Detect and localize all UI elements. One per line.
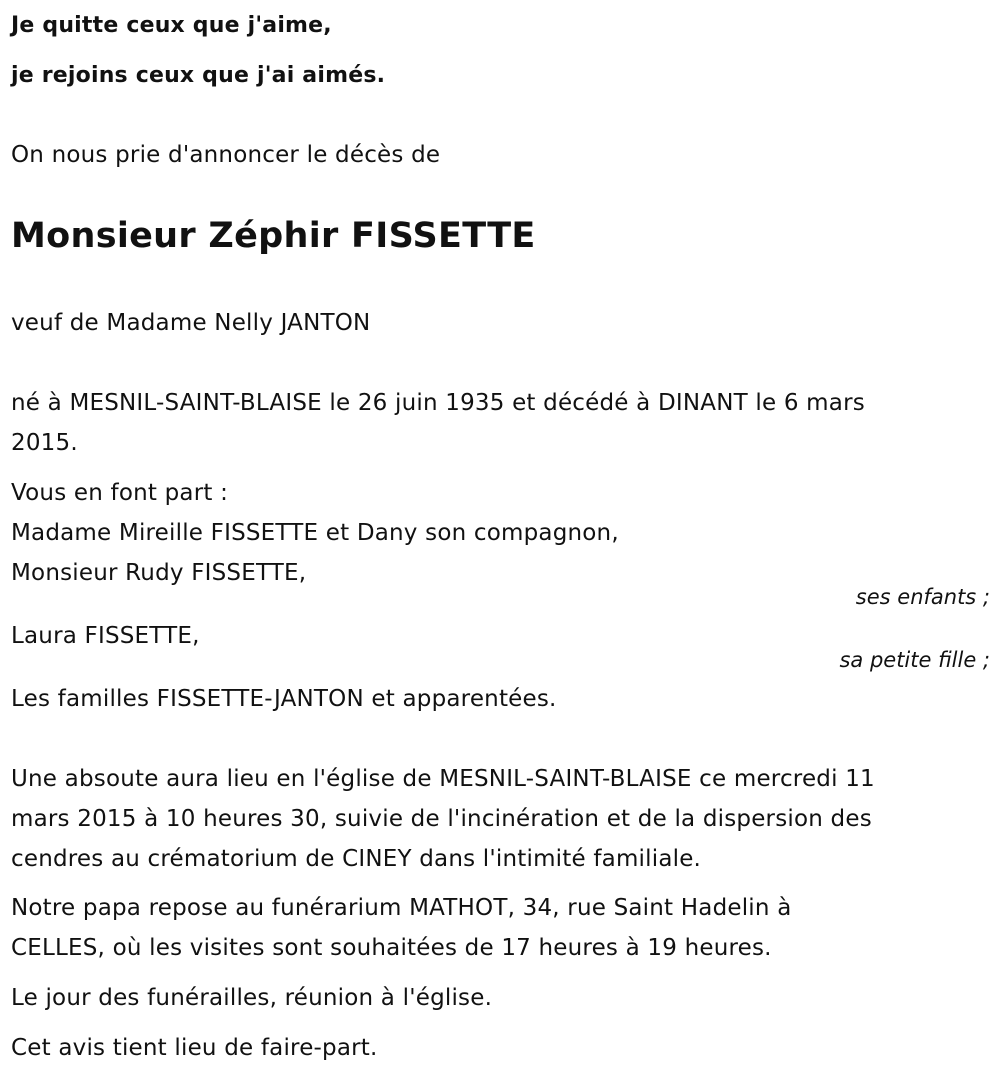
family-heading: Vous en font part : (11, 480, 229, 506)
closing-text: Cet avis tient lieu de faire-part. (11, 1035, 378, 1061)
resting-line-1: Notre papa repose au funérarium MATHOT, 34, rue Saint Hadelin à (11, 895, 792, 921)
children-role: ses enfants ; (855, 585, 990, 609)
ceremony-line-3: cendres au crématorium de CINEY dans l'intimité familiale. (11, 846, 702, 872)
family-child-1: Madame Mireille FISSETTE et Dany son compagnon, (11, 520, 619, 546)
families-text: Les familles FISSETTE-JANTON et apparentées. (11, 686, 557, 712)
ceremony-line-2: mars 2015 à 10 heures 30, suivie de l'incinération et de la dispersion des (11, 806, 872, 832)
widower-of-text: veuf de Madame Nelly JANTON (11, 310, 371, 336)
funeral-day-text: Le jour des funérailles, réunion à l'église. (11, 985, 493, 1011)
epigraph-line-1: Je quitte ceux que j'aime, (11, 13, 332, 38)
birth-death-line-1: né à MESNIL-SAINT-BLAISE le 26 juin 1935 et décédé à DINANT le 6 mars (11, 390, 865, 416)
family-child-2: Monsieur Rudy FISSETTE, (11, 560, 307, 586)
family-grandchild: Laura FISSETTE, (11, 623, 200, 649)
resting-line-2: CELLES, où les visites sont souhaitées de 17 heures à 19 heures. (11, 935, 772, 961)
deceased-name: Monsieur Zéphir FISSETTE (11, 216, 536, 256)
birth-death-line-2: 2015. (11, 430, 78, 456)
epigraph-line-2: je rejoins ceux que j'ai aimés. (11, 63, 386, 88)
intro-text: On nous prie d'annoncer le décès de (11, 142, 441, 168)
grandchild-role: sa petite fille ; (839, 648, 990, 672)
ceremony-line-1: Une absoute aura lieu en l'église de MESNIL-SAINT-BLAISE ce mercredi 11 (11, 766, 875, 792)
